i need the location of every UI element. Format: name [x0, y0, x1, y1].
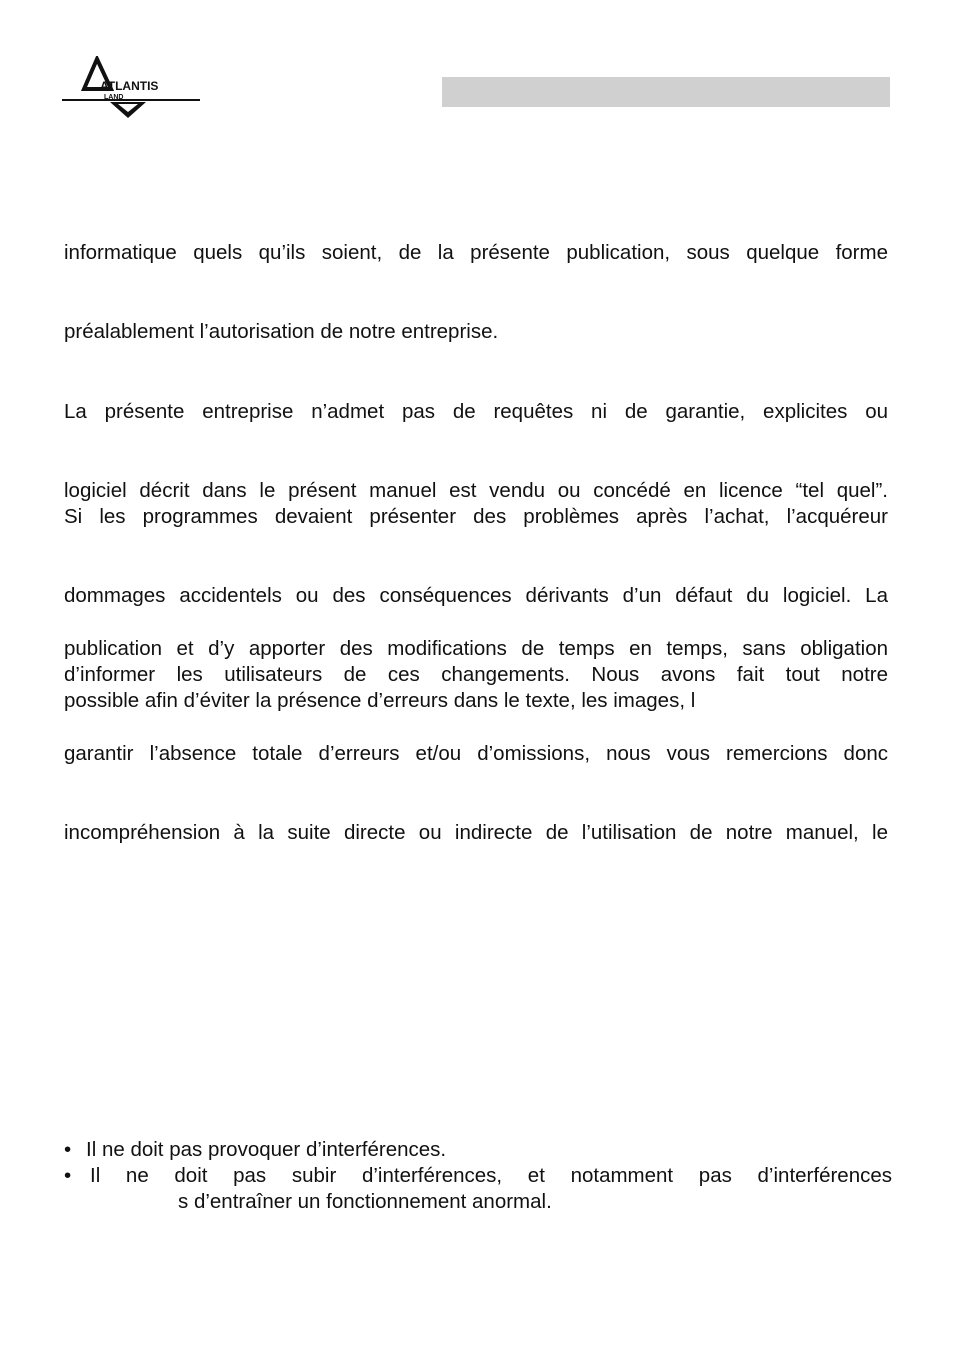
text-line-7: publication et d’y apporter des modifications de temps en temps, sans obligation — [64, 637, 888, 660]
text-line-6: dommages accidentels ou des conséquences dérivants d’un défaut du logiciel. La — [64, 584, 888, 607]
bullet-symbol-2: • — [64, 1164, 72, 1187]
text-line-8: d’informer les utilisateurs de ces changements. Nous avons fait tout notre — [64, 663, 888, 686]
text-line-3: La présente entreprise n’admet pas de requêtes ni de garantie, explicites ou — [64, 400, 888, 423]
text-line-4: logiciel décrit dans le présent manuel est vendu ou concédé en licence “tel quel”. — [64, 479, 888, 502]
text-line-2: préalablement l’autorisation de notre entreprise. — [64, 320, 499, 343]
logo-sub-text: LAND — [104, 94, 124, 101]
text-line-1: informatique quels qu’ils soient, de la présente publication, sous quelque forme — [64, 241, 888, 264]
bullet-symbol-1: • — [64, 1138, 72, 1161]
bullet-item-2-line-2: s d’entraîner un fonctionnement anormal. — [178, 1190, 552, 1213]
text-line-10: garantir l’absence totale d’erreurs et/ou d’omissions, nous vous remercions donc — [64, 742, 888, 765]
text-line-5: Si les programmes devaient présenter des problèmes après l’achat, l’acquéreur — [64, 505, 888, 528]
text-line-11: incompréhension à la suite directe ou indirecte de l’utilisation de notre manuel, le — [64, 821, 888, 844]
text-line-9: possible afin d’éviter la présence d’erreurs dans le texte, les images, l — [64, 689, 696, 712]
header-bar — [442, 77, 890, 107]
bullet-item-2-line-1: Il ne doit pas subir d’interférences, et notamment pas d’interférences — [90, 1164, 892, 1187]
logo-brand-text: ATLANTIS — [100, 79, 159, 93]
atlantis-land-logo — [60, 56, 202, 122]
bullet-item-1: Il ne doit pas provoquer d’interférences. — [86, 1138, 447, 1161]
